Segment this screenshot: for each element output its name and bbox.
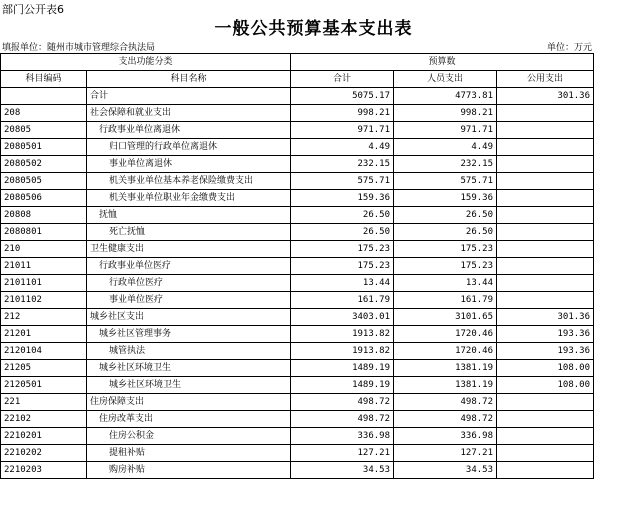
table-row bbox=[1, 445, 594, 462]
row-total: 13.44 bbox=[291, 275, 394, 292]
row-total: 26.50 bbox=[291, 207, 394, 224]
table-row bbox=[1, 88, 594, 105]
row-code: 22102 bbox=[1, 411, 87, 428]
row-code: 2080502 bbox=[1, 156, 87, 173]
table-row bbox=[1, 394, 594, 411]
table-row bbox=[1, 411, 594, 428]
table-row bbox=[1, 190, 594, 207]
row-name: 城乡社区环境卫生 bbox=[87, 377, 291, 394]
row-total: 159.36 bbox=[291, 190, 394, 207]
row-public: 301.36 bbox=[497, 309, 594, 326]
row-public bbox=[497, 462, 594, 479]
row-total: 1913.82 bbox=[291, 326, 394, 343]
row-personnel: 4.49 bbox=[394, 139, 497, 156]
row-public bbox=[497, 411, 594, 428]
table-row bbox=[1, 122, 594, 139]
row-name: 行政事业单位医疗 bbox=[87, 258, 291, 275]
row-code bbox=[1, 88, 87, 105]
table-row bbox=[1, 292, 594, 309]
row-code: 21011 bbox=[1, 258, 87, 275]
row-total: 336.98 bbox=[291, 428, 394, 445]
row-code: 2210201 bbox=[1, 428, 87, 445]
reporting-unit: 填报单位：随州市城市管理综合执法局 bbox=[2, 43, 156, 53]
row-personnel: 1381.19 bbox=[394, 360, 497, 377]
row-total: 34.53 bbox=[291, 462, 394, 479]
row-total: 971.71 bbox=[291, 122, 394, 139]
row-total: 127.21 bbox=[291, 445, 394, 462]
header-function-class: 支出功能分类 bbox=[1, 54, 291, 71]
row-total: 5075.17 bbox=[291, 88, 394, 105]
row-total: 161.79 bbox=[291, 292, 394, 309]
header-public: 公用支出 bbox=[497, 71, 594, 88]
row-public bbox=[497, 190, 594, 207]
row-public: 193.36 bbox=[497, 343, 594, 360]
row-code: 21205 bbox=[1, 360, 87, 377]
table-row bbox=[1, 377, 594, 394]
row-name: 城乡社区管理事务 bbox=[87, 326, 291, 343]
header-total: 合计 bbox=[291, 71, 394, 88]
row-personnel: 175.23 bbox=[394, 241, 497, 258]
row-personnel: 1720.46 bbox=[394, 326, 497, 343]
row-name: 住房改革支出 bbox=[87, 411, 291, 428]
row-code: 221 bbox=[1, 394, 87, 411]
row-personnel: 26.50 bbox=[394, 224, 497, 241]
row-public bbox=[497, 224, 594, 241]
row-personnel: 4773.81 bbox=[394, 88, 497, 105]
table-row bbox=[1, 241, 594, 258]
row-public bbox=[497, 105, 594, 122]
row-public bbox=[497, 122, 594, 139]
row-public bbox=[497, 156, 594, 173]
table-row bbox=[1, 224, 594, 241]
table-row bbox=[1, 326, 594, 343]
row-public bbox=[497, 394, 594, 411]
row-code: 20805 bbox=[1, 122, 87, 139]
row-code: 2080501 bbox=[1, 139, 87, 156]
row-total: 1913.82 bbox=[291, 343, 394, 360]
row-public: 193.36 bbox=[497, 326, 594, 343]
row-code: 212 bbox=[1, 309, 87, 326]
row-personnel: 336.98 bbox=[394, 428, 497, 445]
row-public bbox=[497, 241, 594, 258]
table-row bbox=[1, 156, 594, 173]
row-code: 2120501 bbox=[1, 377, 87, 394]
row-personnel: 159.36 bbox=[394, 190, 497, 207]
row-name: 机关事业单位职业年金缴费支出 bbox=[87, 190, 291, 207]
column-header-row bbox=[1, 71, 594, 88]
header-name: 科目名称 bbox=[87, 71, 291, 88]
row-name: 城乡社区支出 bbox=[87, 309, 291, 326]
row-public bbox=[497, 258, 594, 275]
header-budget: 预算数 bbox=[291, 54, 594, 71]
currency-unit: 单位：万元 bbox=[546, 43, 592, 53]
row-public bbox=[497, 292, 594, 309]
row-total: 232.15 bbox=[291, 156, 394, 173]
table-row bbox=[1, 173, 594, 190]
row-name: 抚恤 bbox=[87, 207, 291, 224]
table-row bbox=[1, 275, 594, 292]
table-row bbox=[1, 258, 594, 275]
row-personnel: 175.23 bbox=[394, 258, 497, 275]
row-name: 社会保障和就业支出 bbox=[87, 105, 291, 122]
row-code: 2210202 bbox=[1, 445, 87, 462]
table-row bbox=[1, 309, 594, 326]
row-name: 合计 bbox=[87, 88, 291, 105]
row-name: 住房保障支出 bbox=[87, 394, 291, 411]
row-code: 20808 bbox=[1, 207, 87, 224]
row-code: 2101102 bbox=[1, 292, 87, 309]
group-header-row bbox=[1, 54, 594, 71]
row-name: 事业单位离退休 bbox=[87, 156, 291, 173]
table-row bbox=[1, 105, 594, 122]
row-total: 26.50 bbox=[291, 224, 394, 241]
row-personnel: 575.71 bbox=[394, 173, 497, 190]
page-title: 一般公共预算基本支出表 bbox=[214, 19, 413, 39]
row-public: 108.00 bbox=[497, 377, 594, 394]
row-code: 2120104 bbox=[1, 343, 87, 360]
header-personnel: 人员支出 bbox=[394, 71, 497, 88]
row-code: 208 bbox=[1, 105, 87, 122]
row-name: 行政单位医疗 bbox=[87, 275, 291, 292]
row-total: 998.21 bbox=[291, 105, 394, 122]
row-name: 城管执法 bbox=[87, 343, 291, 360]
row-name: 死亡抚恤 bbox=[87, 224, 291, 241]
row-code: 2080506 bbox=[1, 190, 87, 207]
row-personnel: 34.53 bbox=[394, 462, 497, 479]
row-personnel: 232.15 bbox=[394, 156, 497, 173]
table-row bbox=[1, 343, 594, 360]
row-personnel: 127.21 bbox=[394, 445, 497, 462]
row-personnel: 1381.19 bbox=[394, 377, 497, 394]
row-total: 498.72 bbox=[291, 411, 394, 428]
row-name: 城乡社区环境卫生 bbox=[87, 360, 291, 377]
row-public bbox=[497, 445, 594, 462]
row-total: 1489.19 bbox=[291, 360, 394, 377]
row-total: 175.23 bbox=[291, 241, 394, 258]
expenditure-table bbox=[0, 53, 594, 479]
row-personnel: 498.72 bbox=[394, 394, 497, 411]
row-public bbox=[497, 428, 594, 445]
row-name: 事业单位医疗 bbox=[87, 292, 291, 309]
row-name: 购房补贴 bbox=[87, 462, 291, 479]
row-code: 210 bbox=[1, 241, 87, 258]
table-row bbox=[1, 428, 594, 445]
row-personnel: 3101.65 bbox=[394, 309, 497, 326]
row-personnel: 13.44 bbox=[394, 275, 497, 292]
row-name: 归口管理的行政单位离退休 bbox=[87, 139, 291, 156]
row-personnel: 498.72 bbox=[394, 411, 497, 428]
row-name: 住房公积金 bbox=[87, 428, 291, 445]
row-total: 4.49 bbox=[291, 139, 394, 156]
row-public bbox=[497, 207, 594, 224]
table-number-label: 部门公开表6 bbox=[2, 3, 64, 16]
row-name: 卫生健康支出 bbox=[87, 241, 291, 258]
row-total: 175.23 bbox=[291, 258, 394, 275]
row-code: 2080505 bbox=[1, 173, 87, 190]
row-public bbox=[497, 275, 594, 292]
row-public: 301.36 bbox=[497, 88, 594, 105]
row-name: 提租补贴 bbox=[87, 445, 291, 462]
table-row bbox=[1, 207, 594, 224]
row-public bbox=[497, 139, 594, 156]
row-code: 2101101 bbox=[1, 275, 87, 292]
row-personnel: 26.50 bbox=[394, 207, 497, 224]
row-public: 108.00 bbox=[497, 360, 594, 377]
row-total: 575.71 bbox=[291, 173, 394, 190]
row-name: 行政事业单位离退休 bbox=[87, 122, 291, 139]
row-code: 2210203 bbox=[1, 462, 87, 479]
row-name: 机关事业单位基本养老保险缴费支出 bbox=[87, 173, 291, 190]
row-personnel: 971.71 bbox=[394, 122, 497, 139]
row-code: 21201 bbox=[1, 326, 87, 343]
row-total: 1489.19 bbox=[291, 377, 394, 394]
header-code: 科目编码 bbox=[1, 71, 87, 88]
row-total: 3403.01 bbox=[291, 309, 394, 326]
row-total: 498.72 bbox=[291, 394, 394, 411]
table-row bbox=[1, 139, 594, 156]
row-public bbox=[497, 173, 594, 190]
row-personnel: 998.21 bbox=[394, 105, 497, 122]
row-personnel: 1720.46 bbox=[394, 343, 497, 360]
table-row bbox=[1, 462, 594, 479]
row-code: 2080801 bbox=[1, 224, 87, 241]
row-personnel: 161.79 bbox=[394, 292, 497, 309]
table-row bbox=[1, 360, 594, 377]
